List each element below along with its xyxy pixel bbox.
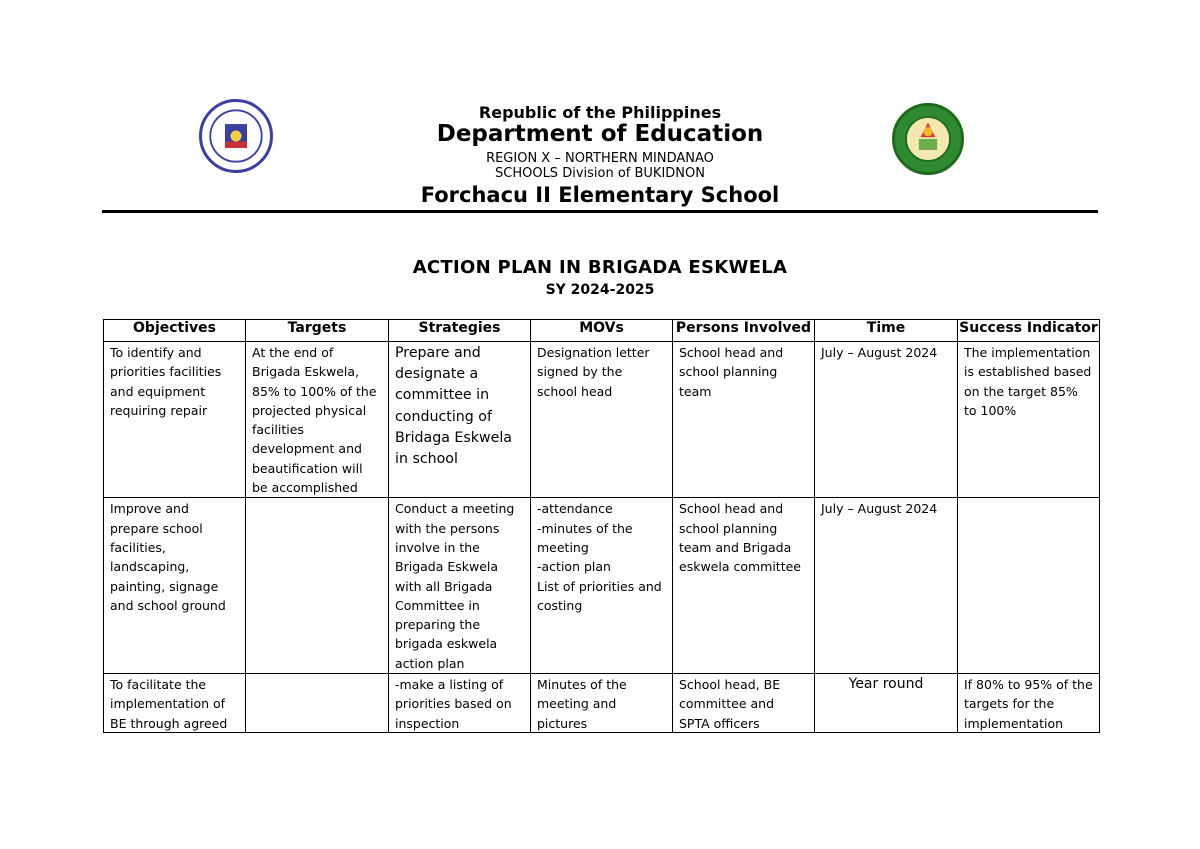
table-row (104, 674, 1100, 733)
mov-line: -minutes of the meeting (537, 520, 633, 555)
header-divider (102, 210, 1098, 213)
cell-targets (246, 674, 389, 733)
division-heading: SCHOOLS Division of BUKIDNON (495, 166, 705, 181)
cell-text: -make a listing of priorities based on inspection (395, 677, 512, 731)
cell-indicator (958, 674, 1100, 733)
cell-time: Year round (815, 674, 958, 733)
cell-indicator (958, 498, 1100, 674)
column-header-indicator: Success Indicator (958, 320, 1100, 342)
mov-line: -action plan (537, 559, 611, 575)
school-seal-icon (892, 103, 964, 175)
cell-strategies: Prepare and designate a committee in conducting of Bridaga Eskwela in school (389, 342, 531, 498)
school-year: SY 2024-2025 (545, 282, 655, 298)
action-plan-table (103, 319, 1100, 733)
republic-heading: Republic of the Philippines (478, 103, 722, 122)
column-header-strategies: Strategies (389, 320, 531, 342)
table-row (104, 342, 1100, 498)
region-heading: REGION X – NORTHERN MINDANAO (486, 151, 714, 166)
column-header-objectives: Objectives (104, 320, 246, 342)
cell-time: July – August 2024 (815, 342, 958, 498)
cell-targets: At the end of Brigada Eskwela, 85% to 100% of the projected physical facilities development and beautification will be accomplished (246, 342, 389, 498)
mov-line: -attendance (537, 501, 613, 517)
cell-text: Minutes of the meeting and pictures (537, 677, 627, 731)
cell-objectives: To identify and priorities facilities and equipment requiring repair (104, 342, 246, 498)
column-header-time: Time (815, 320, 958, 342)
document-title: ACTION PLAN IN BRIGADA ESKWELA (412, 257, 788, 278)
cell-text: If 80% to 95% of the targets for the implementation (964, 677, 1093, 731)
department-heading: Department of Education (436, 121, 764, 147)
cell-persons: School head and school planning team (673, 342, 815, 498)
cell-text: School head, BE committee and SPTA officers (679, 677, 781, 731)
cell-strategies (389, 674, 531, 733)
cell-movs: Designation letter signed by the school head (531, 342, 673, 498)
school-name: Forchacu II Elementary School (420, 183, 780, 207)
cell-persons: School head and school planning team and Brigada eskwela committee (673, 498, 815, 674)
cell-movs (531, 498, 673, 674)
deped-seal-icon (199, 99, 273, 173)
cell-objectives: Improve and prepare school facilities, landscaping, painting, signage and school ground (104, 498, 246, 674)
cell-movs (531, 674, 673, 733)
column-header-movs: MOVs (531, 320, 673, 342)
cell-indicator: The implementation is established based on the target 85% to 100% (958, 342, 1100, 498)
column-header-targets: Targets (246, 320, 389, 342)
column-header-persons: Persons Involved (673, 320, 815, 342)
cell-objectives (104, 674, 246, 733)
cell-time: July – August 2024 (815, 498, 958, 674)
cell-text: To facilitate the implementation of BE through agreed (110, 677, 228, 731)
cell-persons (673, 674, 815, 733)
cell-targets (246, 498, 389, 674)
table-header-row (104, 320, 1100, 342)
cell-strategies: Conduct a meeting with the persons involve in the Brigada Eskwela with all Brigada Committee in preparing the brigada eskwela action plan (389, 498, 531, 674)
mov-line: List of priorities and costing (537, 578, 662, 613)
table-row (104, 498, 1100, 674)
